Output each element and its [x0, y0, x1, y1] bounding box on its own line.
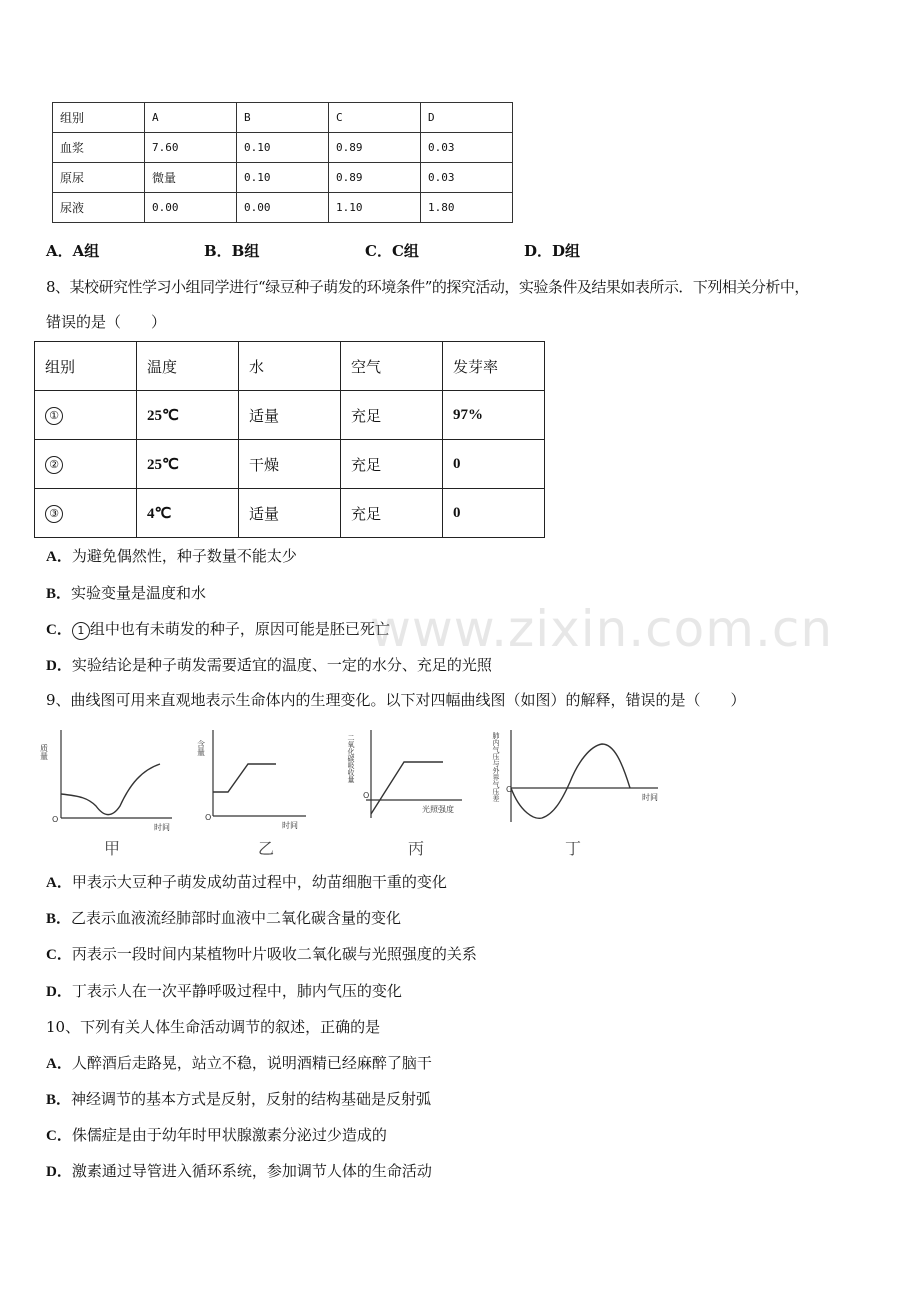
table-cell: 0 — [443, 489, 545, 538]
table-cell: 适量 — [239, 489, 341, 538]
table-cell: 0.89 — [329, 133, 421, 163]
q9-option-a: A．甲表示大豆种子萌发成幼苗过程中，幼苗细胞干重的变化 — [46, 873, 447, 891]
graph-bing-origin: O — [363, 791, 370, 800]
table-cell: 0.89 — [329, 163, 421, 193]
table-cell: 0 — [443, 440, 545, 489]
table-cell: 微量 — [145, 163, 237, 193]
header-cell: 组别 — [35, 342, 137, 391]
table-header-row — [53, 103, 513, 133]
table-cell: 4℃ — [137, 489, 239, 538]
graph-yi-xlabel: 时间 — [282, 821, 298, 830]
table-row — [35, 489, 545, 538]
graph-bing-ylabel: 二氧化碳吸收量 — [347, 734, 355, 783]
graph-jia — [40, 730, 173, 858]
table-cell: 尿液 — [53, 193, 145, 223]
header-cell: 温度 — [137, 342, 239, 391]
q10-option-d: D．激素通过导管进入循环系统，参加调节人体的生命活动 — [46, 1162, 432, 1180]
table-cell: 25℃ — [137, 440, 239, 489]
graph-ding-origin: O — [506, 785, 513, 794]
table-cell: 充足 — [341, 489, 443, 538]
table-cell: 0.00 — [145, 193, 237, 223]
table-cell: 1.80 — [421, 193, 513, 223]
table-cell: 充足 — [341, 391, 443, 440]
q8-stem-cont: 错误的是（ ） — [46, 313, 167, 331]
graph-ding-xlabel: 时间 — [642, 793, 658, 802]
table-row — [53, 163, 513, 193]
q8-option-c: C． 1 组中也有未萌发的种子，原因可能是胚已死亡 — [46, 620, 390, 638]
q8-option-d: D．实验结论是种子萌发需要适宜的温度、一定的水分、充足的光照 — [46, 656, 492, 674]
table-cell: 0.03 — [421, 163, 513, 193]
watermark: www.zixin.com.cn — [370, 600, 834, 658]
header-cell: 发芽率 — [443, 342, 545, 391]
kidney-data-table — [52, 102, 513, 223]
q7-option-d: D．D组 — [524, 242, 581, 260]
graph-jia-xlabel: 时间 — [154, 823, 170, 832]
q9-stem: 9、曲线图可用来直观地表示生命体内的生理变化。以下对四幅曲线图（如图）的解释，错误的是（ ） — [46, 691, 746, 709]
graph-yi-curve — [213, 764, 276, 792]
table-cell: 原尿 — [53, 163, 145, 193]
header-cell: C — [329, 103, 421, 133]
graph-jia-curve — [61, 764, 160, 815]
header-cell: D — [421, 103, 513, 133]
table-cell: 25℃ — [137, 391, 239, 440]
table-cell: 0.03 — [421, 133, 513, 163]
graph-ding-caption: 丁 — [565, 839, 582, 858]
table-cell: 血浆 — [53, 133, 145, 163]
q10-stem: 10、下列有关人体生命活动调节的叙述，正确的是 — [46, 1018, 381, 1036]
graph-ding-curve — [511, 744, 630, 818]
table-row — [35, 440, 545, 489]
table-row — [53, 193, 513, 223]
q9-option-d: D．丁表示人在一次平静呼吸过程中，肺内气压的变化 — [46, 982, 402, 1000]
graph-jia-caption: 甲 — [104, 839, 121, 858]
graph-bing-caption: 丙 — [408, 839, 425, 858]
q9-graphs — [30, 722, 680, 862]
graph-jia-ylabel: 质量 — [39, 744, 49, 760]
header-cell: A — [145, 103, 237, 133]
graph-yi-ylabel: 含量 — [196, 740, 206, 756]
table-cell: 1.10 — [329, 193, 421, 223]
graph-yi-caption: 乙 — [258, 839, 275, 858]
q7-option-c: C．C组 — [365, 242, 419, 260]
q8-option-b: B．实验变量是温度和水 — [46, 584, 207, 602]
group-cell: ③ — [35, 489, 137, 538]
header-cell: 组别 — [53, 103, 145, 133]
table-cell: 充足 — [341, 440, 443, 489]
header-cell: 空气 — [341, 342, 443, 391]
table-row — [35, 391, 545, 440]
graph-bing-xlabel: 光照强度 — [422, 805, 454, 814]
q10-option-c: C．侏儒症是由于幼年时甲状腺激素分泌过少造成的 — [46, 1126, 387, 1144]
q10-option-a: A．人醉酒后走路晃，站立不稳，说明酒精已经麻醉了脑干 — [46, 1054, 432, 1072]
table-row — [53, 133, 513, 163]
group-cell: ② — [35, 440, 137, 489]
q7-option-b: B．B组 — [204, 242, 260, 260]
seed-germination-table — [34, 341, 545, 538]
q9-option-c: C．丙表示一段时间内某植物叶片吸收二氧化碳与光照强度的关系 — [46, 945, 477, 963]
header-cell: B — [237, 103, 329, 133]
group-cell: ① — [35, 391, 137, 440]
q8-option-a: A．为避免偶然性，种子数量不能太少 — [46, 547, 297, 565]
header-cell: 水 — [239, 342, 341, 391]
q10-option-b: B．神经调节的基本方式是反射，反射的结构基础是反射弧 — [46, 1090, 432, 1108]
table-cell: 97% — [443, 391, 545, 440]
q7-option-a: A．A组 — [46, 242, 100, 260]
graph-yi-origin: O — [205, 813, 212, 822]
table-cell: 干燥 — [239, 440, 341, 489]
table-cell: 7.60 — [145, 133, 237, 163]
graph-jia-origin: O — [52, 815, 59, 824]
q9-option-b: B．乙表示血液流经肺部时血液中二氧化碳含量的变化 — [46, 909, 402, 927]
graph-ding-ylabel: 肺内气压与外界气压差 — [492, 732, 500, 802]
table-cell: 0.00 — [237, 193, 329, 223]
table-cell: 0.10 — [237, 133, 329, 163]
table-header-row — [35, 342, 545, 391]
q8-stem: 8、某校研究性学习小组同学进行“绿豆种子萌发的环境条件”的探究活动，实验条件及结果如表所示．下列相关分析中， — [46, 278, 809, 296]
table-cell: 0.10 — [237, 163, 329, 193]
graph-yi — [197, 730, 307, 858]
graph-ding — [492, 730, 659, 858]
graph-bing — [347, 730, 462, 858]
table-cell: 适量 — [239, 391, 341, 440]
